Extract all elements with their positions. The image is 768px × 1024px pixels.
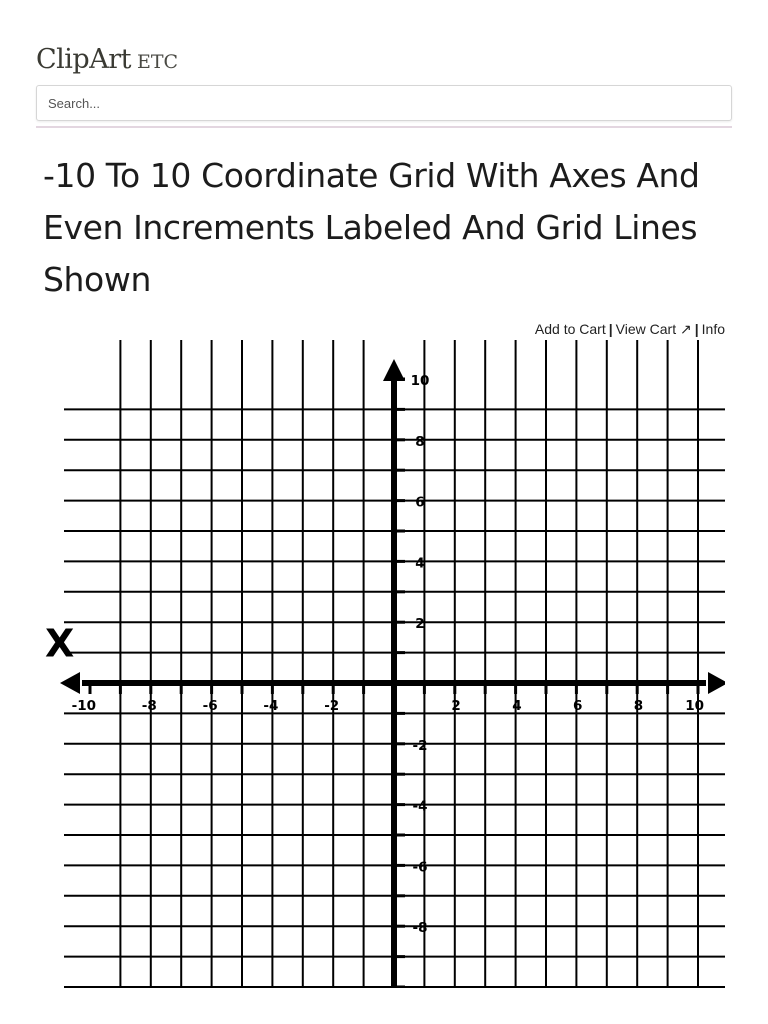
add-to-cart-link[interactable]: Add to Cart <box>534 321 606 337</box>
logo-sub-text: ETC <box>136 51 179 73</box>
x-tick-label: 10 <box>685 698 704 714</box>
info-link[interactable]: Info <box>701 321 725 337</box>
x-tick-label: 2 <box>451 698 461 714</box>
link-separator: | <box>694 321 699 337</box>
x-tick-label: -8 <box>141 698 157 714</box>
y-tick-label: 4 <box>415 555 425 572</box>
y-tick-label: 2 <box>415 616 425 633</box>
x-tick-label: -6 <box>202 698 218 714</box>
y-tick-label: -2 <box>412 737 428 754</box>
page-title: -10 To 10 Coordinate Grid With Axes And Even Increments Labeled And Grid Lines Shown <box>43 156 700 299</box>
coordinate-grid-image <box>44 340 725 988</box>
x-tick-label: 4 <box>512 698 522 714</box>
y-tick-label: -4 <box>412 798 428 815</box>
y-tick-label: -8 <box>412 920 428 937</box>
x-tick-label: 8 <box>633 698 644 714</box>
site-logo[interactable] <box>36 44 178 80</box>
y-tick-label: 8 <box>415 433 425 450</box>
x-tick-label: -10 <box>71 698 96 714</box>
search-box <box>36 85 732 121</box>
header-divider <box>36 126 732 128</box>
y-tick-label: 10 <box>410 373 430 389</box>
x-tick-label: -4 <box>263 698 279 714</box>
logo-main-text: ClipArt <box>36 44 131 75</box>
y-tick-label: 6 <box>415 494 425 511</box>
y-tick-label: -6 <box>412 859 428 876</box>
view-cart-link[interactable]: View Cart ↗ <box>615 321 692 337</box>
x-tick-label: -2 <box>324 698 340 714</box>
coordinate-grid-svg <box>44 340 725 988</box>
x-axis-letter: X <box>45 621 75 666</box>
link-separator: | <box>608 321 613 337</box>
x-tick-label: 6 <box>572 698 583 714</box>
x-axis-arrow-left <box>60 672 80 694</box>
search-input[interactable] <box>37 86 731 120</box>
x-axis-arrow-right <box>708 672 725 694</box>
cart-links <box>535 321 725 338</box>
